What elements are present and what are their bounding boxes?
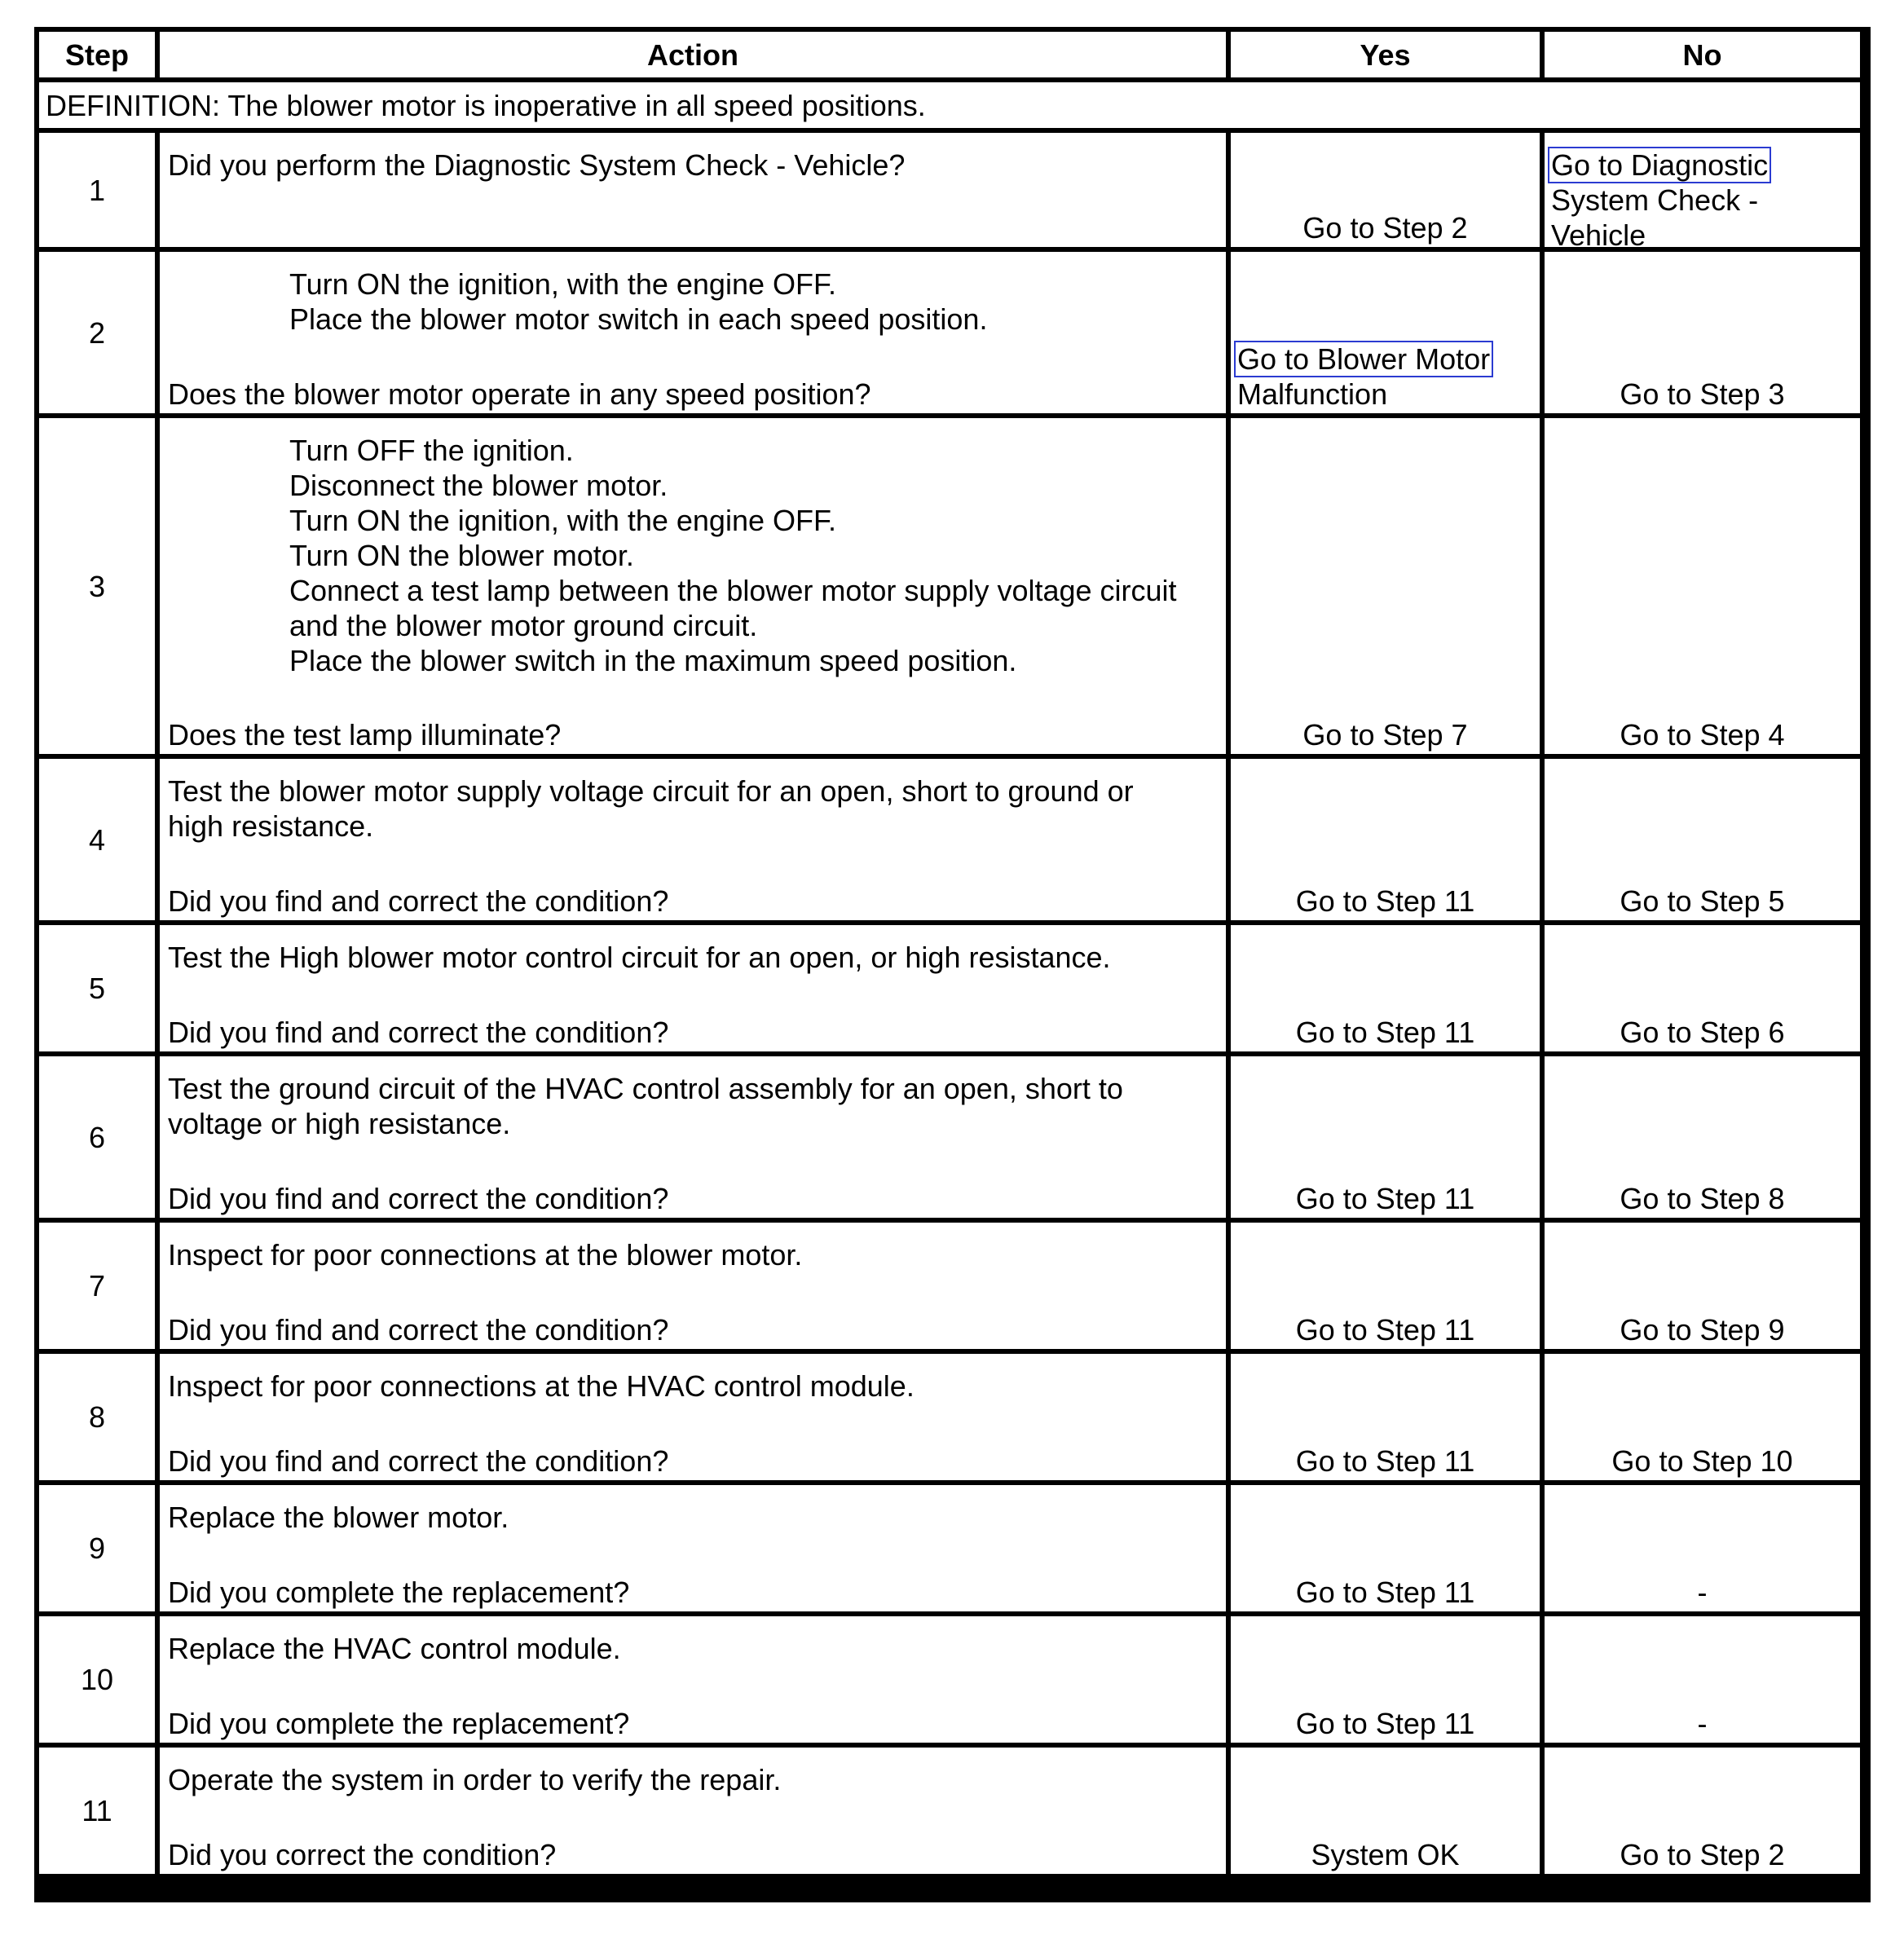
step-question: Did you correct the condition? [168, 1838, 557, 1871]
no-result: Go to Step 9 [1620, 1313, 1785, 1347]
step-action [160, 1056, 1226, 1218]
no-result: Go to Step 8 [1620, 1182, 1785, 1215]
blower-motor-malfunction-link[interactable]: Go to Blower Motor [1234, 341, 1493, 377]
yes-cell [1231, 1354, 1540, 1480]
yes-cell [1231, 925, 1540, 1051]
yes-cell [1231, 1616, 1540, 1743]
action-line: Turn ON the blower motor. [289, 539, 634, 572]
step-number: 8 [39, 1354, 155, 1480]
step-number: 10 [39, 1616, 155, 1743]
action-line: Turn OFF the ignition. [289, 434, 574, 467]
no-cell [1545, 759, 1860, 920]
action-line: Place the blower motor switch in each speed position. [289, 302, 988, 336]
no-cell [1545, 1485, 1860, 1611]
yes-cell [1231, 252, 1540, 413]
no-cell [1545, 418, 1860, 754]
step-number: 9 [39, 1485, 155, 1611]
step-action [160, 1223, 1226, 1349]
step-question: Did you find and correct the condition? [168, 1313, 669, 1347]
yes-result: Go to Step 11 [1295, 1576, 1475, 1609]
action-line: Test the High blower motor control circuit for an open, or high resistance. [168, 941, 1111, 974]
yes-cell [1231, 1056, 1540, 1218]
step-question: Did you complete the replacement? [168, 1707, 630, 1740]
action-line: Replace the HVAC control module. [168, 1632, 621, 1665]
no-cell [1545, 133, 1860, 252]
no-result: Go to Step 3 [1620, 377, 1785, 411]
yes-cell [1231, 418, 1540, 754]
action-line: and the blower motor ground circuit. [289, 609, 758, 642]
step-question: Does the blower motor operate in any speed position? [168, 377, 871, 411]
no-result: - [1697, 1576, 1708, 1609]
action-line: voltage or high resistance. [168, 1107, 511, 1140]
header-no: No [1545, 32, 1860, 77]
diagnostic-system-check-link[interactable]: Go to Diagnostic [1548, 147, 1771, 183]
step-number: 2 [39, 252, 155, 413]
header-yes: Yes [1231, 32, 1540, 77]
no-result: Go to Step 4 [1620, 718, 1785, 752]
action-line: Place the blower switch in the maximum speed position. [289, 644, 1017, 677]
step-question: Did you find and correct the condition? [168, 884, 669, 918]
step-question: Does the test lamp illuminate? [168, 718, 562, 752]
step-action [160, 925, 1226, 1051]
action-line: Disconnect the blower motor. [289, 469, 668, 502]
yes-result: Go to Step 11 [1295, 1016, 1475, 1049]
action-line: Turn ON the ignition, with the engine OFF. [289, 504, 836, 537]
step-number: 4 [39, 759, 155, 920]
action-line: Test the blower motor supply voltage circuit for an open, short to ground or [168, 774, 1134, 808]
no-result: Go to Step 10 [1611, 1444, 1793, 1478]
step-action [160, 252, 1226, 413]
no-link-continuation: System Check - [1551, 183, 1759, 217]
yes-result: Go to Step 11 [1295, 1182, 1475, 1215]
step-action [160, 418, 1226, 754]
step-action [160, 759, 1226, 920]
diagnostic-table [34, 27, 1871, 1902]
definition-row: DEFINITION: The blower motor is inoperative in all speed positions. [39, 82, 1860, 128]
no-cell [1545, 1748, 1860, 1874]
yes-result: Go to Step 7 [1302, 718, 1468, 752]
step-question: Did you complete the replacement? [168, 1576, 630, 1609]
yes-result: Go to Step 11 [1295, 1444, 1475, 1478]
no-cell [1545, 1616, 1860, 1743]
yes-result: Go to Step 11 [1295, 1313, 1475, 1347]
action-line: Inspect for poor connections at the blower motor. [168, 1238, 803, 1272]
action-line: Inspect for poor connections at the HVAC control module. [168, 1369, 915, 1403]
step-number: 5 [39, 925, 155, 1051]
action-line: Did you perform the Diagnostic System Check - Vehicle? [168, 148, 906, 182]
step-question: Did you find and correct the condition? [168, 1182, 669, 1215]
yes-cell [1231, 1223, 1540, 1349]
yes-result: Go to Step 2 [1302, 211, 1468, 245]
no-result: Go to Step 6 [1620, 1016, 1785, 1049]
yes-result: Go to Step 11 [1295, 1707, 1475, 1740]
no-result: Go to Step 5 [1620, 884, 1785, 918]
yes-result: System OK [1311, 1838, 1460, 1871]
yes-result: Go to Step 11 [1295, 884, 1475, 918]
step-action [160, 1485, 1226, 1611]
no-cell [1545, 1056, 1860, 1218]
no-cell [1545, 1223, 1860, 1349]
no-result: Go to Step 2 [1620, 1838, 1785, 1871]
step-action [160, 133, 1226, 247]
action-line: Turn ON the ignition, with the engine OFF. [289, 267, 836, 301]
no-link-continuation: Vehicle [1551, 218, 1646, 252]
header-step: Step [39, 32, 155, 77]
no-result: - [1697, 1707, 1708, 1740]
step-number: 6 [39, 1056, 155, 1218]
step-question: Did you find and correct the condition? [168, 1016, 669, 1049]
no-cell [1545, 252, 1860, 413]
step-action [160, 1616, 1226, 1743]
no-cell [1545, 1354, 1860, 1480]
step-question: Did you find and correct the condition? [168, 1444, 669, 1478]
action-line: high resistance. [168, 809, 374, 843]
step-number: 7 [39, 1223, 155, 1349]
yes-cell [1231, 1748, 1540, 1874]
step-number: 11 [39, 1748, 155, 1874]
action-line: Operate the system in order to verify the repair. [168, 1763, 782, 1796]
no-cell [1545, 925, 1860, 1051]
yes-cell [1231, 1485, 1540, 1611]
yes-link-continuation: Malfunction [1237, 377, 1388, 411]
step-action [160, 1748, 1226, 1874]
action-line: Test the ground circuit of the HVAC control assembly for an open, short to [168, 1072, 1123, 1105]
step-action [160, 1354, 1226, 1480]
action-line: Replace the blower motor. [168, 1501, 509, 1534]
step-number: 3 [39, 418, 155, 754]
header-action: Action [160, 32, 1226, 77]
yes-cell [1231, 133, 1540, 247]
step-number: 1 [39, 133, 155, 247]
yes-cell [1231, 759, 1540, 920]
action-line: Connect a test lamp between the blower motor supply voltage circuit [289, 574, 1177, 607]
